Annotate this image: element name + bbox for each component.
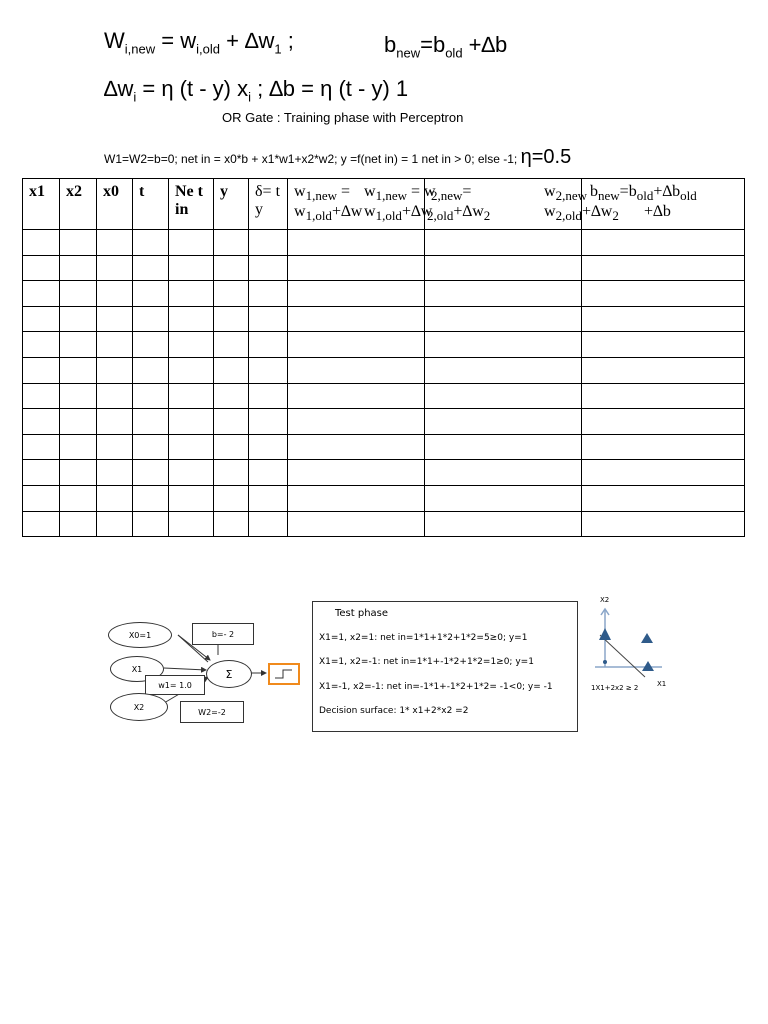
node-x1: X1 xyxy=(110,656,164,682)
table-cell xyxy=(425,332,582,358)
table-cell xyxy=(97,332,133,358)
table-cell xyxy=(249,383,288,409)
col-w2new: $_{2,new}$= $_{2,old}+\Delta w_2$ xyxy=(425,179,582,230)
table-cell xyxy=(23,383,60,409)
table-cell xyxy=(214,409,249,435)
table-cell xyxy=(60,332,97,358)
table-cell xyxy=(23,357,60,383)
table-cell xyxy=(97,383,133,409)
table-row xyxy=(23,332,745,358)
col-w2new-bnew: $w_{2,new}$ $b_{new}=b_{old}+\Delta b_{old}$ $w_{2,old}+\Delta w_2$ +∆b xyxy=(582,179,745,230)
table-cell xyxy=(425,434,582,460)
test-phase-title: Test phase xyxy=(335,608,389,619)
table-cell xyxy=(288,383,425,409)
table-cell xyxy=(133,511,169,537)
table-row xyxy=(23,434,745,460)
decision-line xyxy=(600,635,645,677)
col-x1: x1 xyxy=(23,179,60,230)
step-function-box xyxy=(268,663,300,685)
table-cell xyxy=(425,511,582,537)
class-point-2 xyxy=(641,633,653,643)
init-text: W1=W2=b=0; net in = x0*b + x1*w1+x2*w2; y =f(net in) = 1 net in > 0; else -1; η=0.5 xyxy=(104,146,572,168)
table-cell xyxy=(169,434,214,460)
table-cell xyxy=(97,460,133,486)
table-cell xyxy=(425,281,582,307)
table-cell xyxy=(425,460,582,486)
col-t: t xyxy=(133,179,169,230)
table-cell xyxy=(249,281,288,307)
table-cell xyxy=(169,383,214,409)
sum-node: Σ xyxy=(206,660,252,688)
table-cell xyxy=(214,485,249,511)
table-cell xyxy=(288,511,425,537)
table-cell xyxy=(249,434,288,460)
table-cell xyxy=(249,511,288,537)
table-row xyxy=(23,281,745,307)
plot-x2-label: X2 xyxy=(600,596,610,604)
table-cell xyxy=(249,460,288,486)
table-cell xyxy=(288,409,425,435)
table-cell xyxy=(169,409,214,435)
class-point-3 xyxy=(642,661,654,671)
table-cell xyxy=(582,485,745,511)
table-row xyxy=(23,306,745,332)
table-cell xyxy=(214,357,249,383)
table-cell xyxy=(23,434,60,460)
table-cell xyxy=(425,306,582,332)
table-cell xyxy=(97,281,133,307)
table-cell xyxy=(288,281,425,307)
table-cell xyxy=(582,332,745,358)
table-cell xyxy=(582,434,745,460)
table-row xyxy=(23,383,745,409)
eta-value: η=0.5 xyxy=(520,146,572,168)
table-cell xyxy=(169,460,214,486)
table-cell xyxy=(60,255,97,281)
table-row xyxy=(23,230,745,256)
table-cell xyxy=(97,485,133,511)
table-cell xyxy=(60,383,97,409)
plot-x1-label: X1 xyxy=(657,680,667,688)
col-netin: Ne t in xyxy=(169,179,214,230)
delta-formula: $\Delta w_i = \eta$ (t - y) $x_i$ ; ∆b = η (t - y) 1 xyxy=(104,76,409,105)
table-cell xyxy=(582,281,745,307)
table-cell xyxy=(288,255,425,281)
table-cell xyxy=(582,511,745,537)
table-cell xyxy=(169,511,214,537)
table-cell xyxy=(169,485,214,511)
table-cell xyxy=(133,230,169,256)
w1-box: w1= 1.0 xyxy=(145,675,205,695)
table-cell xyxy=(133,281,169,307)
table-cell xyxy=(214,383,249,409)
table-cell xyxy=(97,357,133,383)
table-cell xyxy=(169,357,214,383)
table-cell xyxy=(288,434,425,460)
col-x0: x0 xyxy=(97,179,133,230)
table-cell xyxy=(133,434,169,460)
table-cell xyxy=(288,306,425,332)
col-y: y xyxy=(214,179,249,230)
table-cell xyxy=(97,434,133,460)
table-cell xyxy=(169,306,214,332)
table-cell xyxy=(214,230,249,256)
table-cell xyxy=(249,230,288,256)
table-cell xyxy=(582,460,745,486)
test-line-2: X1=1, x2=-1: net in=1*1+-1*2+1*2=1≥0; y=1 xyxy=(319,657,534,667)
node-x0: X0=1 xyxy=(108,622,172,648)
table-cell xyxy=(249,409,288,435)
table-cell xyxy=(23,409,60,435)
table-cell xyxy=(425,230,582,256)
table-cell xyxy=(425,485,582,511)
table-cell xyxy=(288,230,425,256)
table-cell xyxy=(133,357,169,383)
table-cell xyxy=(288,485,425,511)
table-cell xyxy=(133,306,169,332)
table-cell xyxy=(582,383,745,409)
table-cell xyxy=(214,255,249,281)
table-cell xyxy=(582,255,745,281)
table-cell xyxy=(425,383,582,409)
table-cell xyxy=(23,230,60,256)
table-cell xyxy=(169,281,214,307)
table-cell xyxy=(97,230,133,256)
table-cell xyxy=(60,485,97,511)
table-cell xyxy=(249,357,288,383)
table-cell xyxy=(214,332,249,358)
table-cell xyxy=(288,460,425,486)
class-point-1 xyxy=(599,628,611,640)
bias-box: b=- 2 xyxy=(192,623,254,645)
test-line-1: X1=1, x2=1: net in=1*1+1*2+1*2=5≥0; y=1 xyxy=(319,633,528,643)
table-header-row xyxy=(23,179,745,230)
table-cell xyxy=(23,332,60,358)
table-row xyxy=(23,357,745,383)
table-cell xyxy=(169,255,214,281)
col-delta: δ= t y xyxy=(249,179,288,230)
table-cell xyxy=(133,485,169,511)
table-cell xyxy=(133,460,169,486)
test-phase-box xyxy=(312,601,578,732)
table-cell xyxy=(60,357,97,383)
table-row xyxy=(23,511,745,537)
table-cell xyxy=(60,230,97,256)
table-cell xyxy=(97,511,133,537)
step-icon xyxy=(270,665,298,683)
page-subtitle: OR Gate : Training phase with Perceptron xyxy=(222,110,464,125)
table-cell xyxy=(214,511,249,537)
table-cell xyxy=(133,383,169,409)
table-cell xyxy=(582,306,745,332)
table-cell xyxy=(133,255,169,281)
w2-box: W2=-2 xyxy=(180,701,244,723)
table-cell xyxy=(60,460,97,486)
table-cell xyxy=(425,357,582,383)
table-cell xyxy=(23,255,60,281)
col-w1new: $w_{1,new}$ = $w_{1,new} = w$ $w_{1,old}+\Delta w$ $w_{1,old}+\Delta w$ xyxy=(288,179,425,230)
table-cell xyxy=(60,409,97,435)
table-cell xyxy=(214,434,249,460)
decision-plot xyxy=(590,605,680,680)
table-cell xyxy=(249,332,288,358)
table-row xyxy=(23,460,745,486)
table-cell xyxy=(249,485,288,511)
table-cell xyxy=(288,357,425,383)
table-cell xyxy=(214,306,249,332)
table-cell xyxy=(97,255,133,281)
training-table xyxy=(22,178,745,537)
table-cell xyxy=(97,306,133,332)
table-cell xyxy=(133,332,169,358)
bias-update-formula: $b_{new}=b_{old} +\Delta b$ xyxy=(384,32,508,61)
test-line-3: X1=-1, x2=-1: net in=-1*1+-1*2+1*2= -1<0; y= -1 xyxy=(319,682,553,692)
table-cell xyxy=(249,255,288,281)
table-cell xyxy=(249,306,288,332)
table-cell xyxy=(23,460,60,486)
table-cell xyxy=(60,281,97,307)
table-cell xyxy=(97,409,133,435)
table-row xyxy=(23,409,745,435)
table-cell xyxy=(582,357,745,383)
table-cell xyxy=(169,230,214,256)
table-cell xyxy=(425,409,582,435)
plot-inequality: 1X1+2x2 ≥ 2 xyxy=(591,684,639,692)
table-cell xyxy=(582,230,745,256)
decision-surface-line: Decision surface: 1* x1+2*x2 =2 xyxy=(319,706,469,716)
table-cell xyxy=(214,281,249,307)
table-cell xyxy=(169,332,214,358)
table-row xyxy=(23,255,745,281)
table-cell xyxy=(288,332,425,358)
col-x2: x2 xyxy=(60,179,97,230)
table-cell xyxy=(582,409,745,435)
table-cell xyxy=(23,485,60,511)
node-x2: X2 xyxy=(110,693,168,721)
table-cell xyxy=(425,255,582,281)
table-cell xyxy=(60,434,97,460)
class-point-4 xyxy=(603,660,607,664)
weight-update-formula: $W_{i,new} = w_{i,old} + \Delta w_1$ ; xyxy=(104,28,294,57)
table-cell xyxy=(60,306,97,332)
table-cell xyxy=(214,460,249,486)
table-cell xyxy=(23,511,60,537)
table-cell xyxy=(60,511,97,537)
table-cell xyxy=(133,409,169,435)
table-cell xyxy=(23,306,60,332)
table-cell xyxy=(23,281,60,307)
table-row xyxy=(23,485,745,511)
